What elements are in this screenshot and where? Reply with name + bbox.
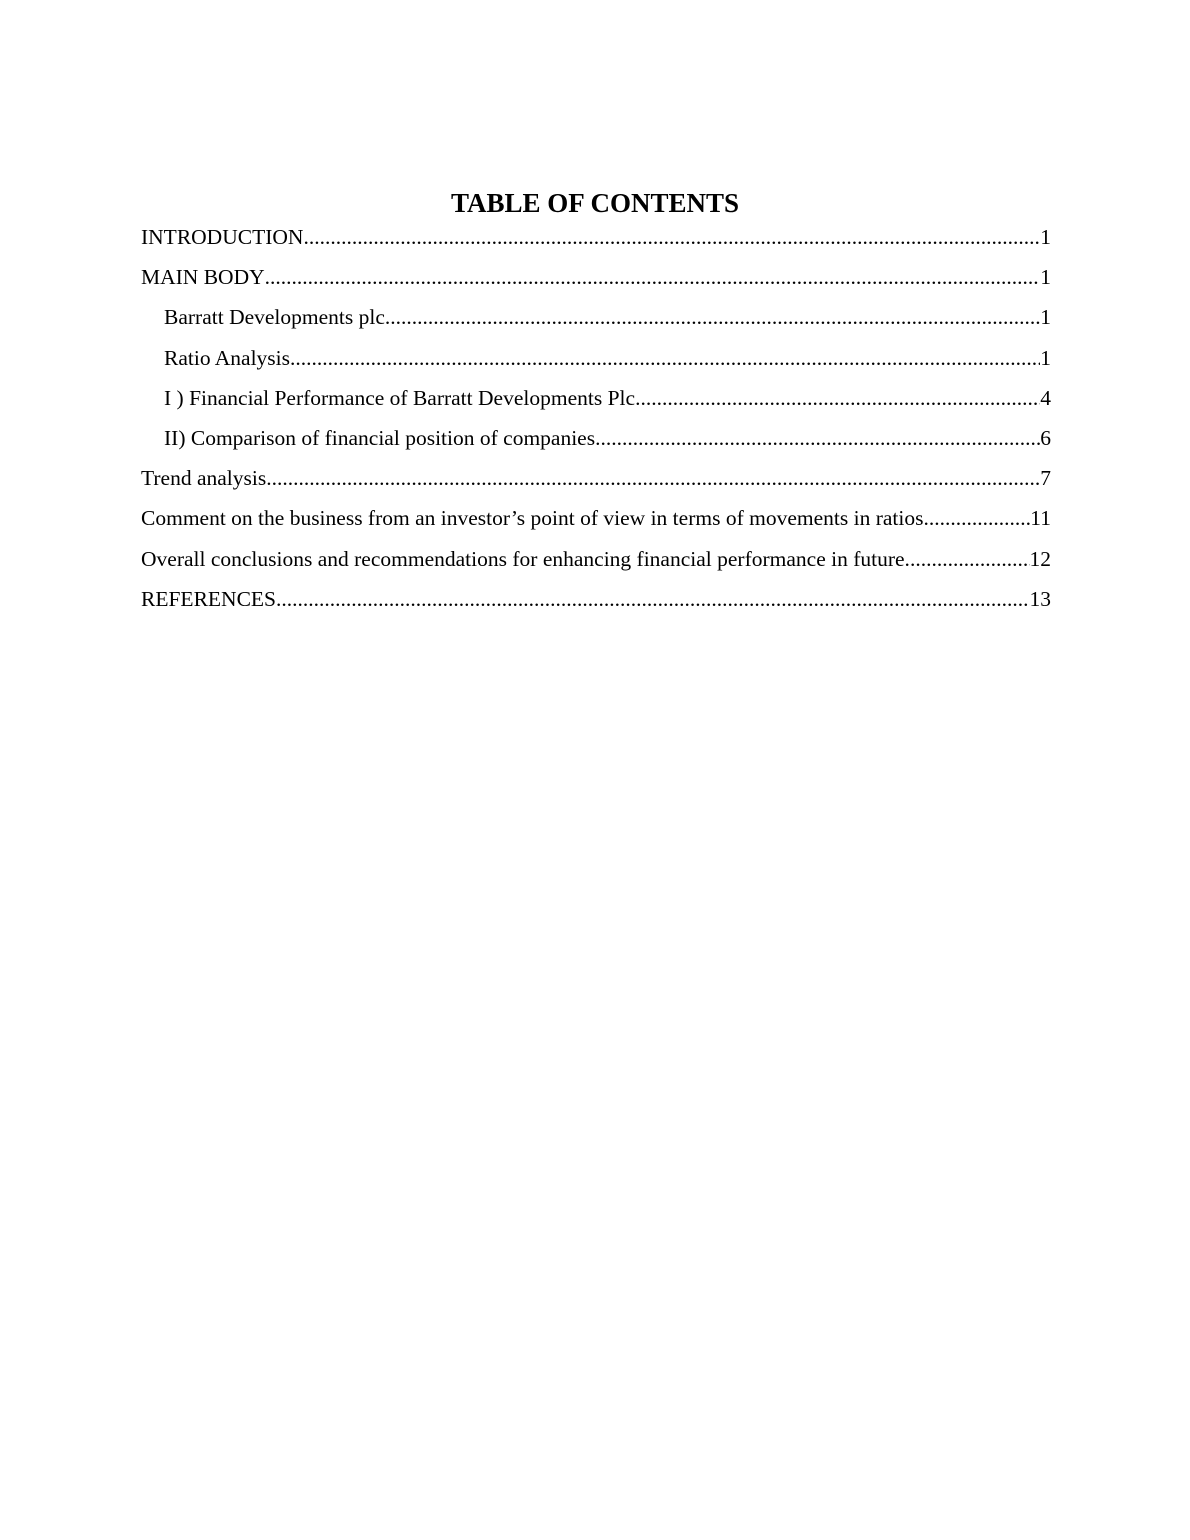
toc-page-number: 4 (1040, 385, 1051, 410)
toc-page-number: 1 (1040, 305, 1051, 330)
toc-entry-text: Trend analysis (141, 466, 267, 491)
toc-page-number: 1 (1040, 345, 1051, 370)
toc-dot-leader (290, 342, 1040, 374)
toc-entry-financial-performance[interactable] (141, 382, 1051, 422)
toc-entry-barratt-developments[interactable] (141, 301, 1051, 341)
toc-entry-text: Overall conclusions and recommendations for enhancing financial performance in future. (141, 546, 910, 571)
toc-entry-text: Barratt Developments plc (164, 305, 385, 330)
toc-entry-text: MAIN BODY (141, 265, 265, 290)
toc-entry-comparison-financial-position[interactable] (141, 422, 1051, 462)
toc-list (141, 221, 1051, 623)
toc-title: TABLE OF CONTENTS (450, 188, 740, 218)
toc-dot-leader (595, 422, 1040, 454)
toc-page-number: 6 (1040, 425, 1051, 450)
toc-dot-leader (266, 462, 1040, 494)
toc-entry-main-body[interactable] (141, 261, 1051, 301)
toc-page-number: 13 (1029, 586, 1051, 611)
toc-entry-text: REFERENCES (141, 586, 276, 611)
toc-page-number: 1 (1040, 225, 1051, 249)
toc-entry-overall-conclusions[interactable] (141, 543, 1051, 583)
toc-dot-leader (635, 382, 1040, 414)
toc-entry-investor-comment[interactable] (141, 502, 1051, 542)
toc-dot-leader (276, 583, 1030, 615)
toc-dot-leader (923, 502, 1030, 534)
toc-entry-references[interactable] (141, 583, 1051, 623)
toc-page-number: 1 (1040, 265, 1051, 290)
toc-dot-leader (303, 221, 1040, 253)
toc-page-number: 12 (1029, 546, 1051, 571)
toc-entry-text: Ratio Analysis (164, 345, 291, 370)
toc-dot-leader (910, 543, 1030, 575)
toc-entry-text: INTRODUCTION (141, 225, 304, 249)
toc-page-number: 7 (1040, 466, 1051, 491)
toc-entry-text: I ) Financial Performance of Barratt Developments Plc (164, 385, 636, 410)
toc-entry-text: II) Comparison of financial position of companies (164, 425, 596, 450)
toc-dot-leader (265, 261, 1041, 293)
toc-dot-leader (385, 301, 1040, 333)
toc-entry-trend-analysis[interactable] (141, 462, 1051, 502)
toc-entry-introduction[interactable] (141, 221, 1051, 261)
toc-entry-text: Comment on the business from an investor’s point of view in terms of movements in ratios (141, 506, 924, 531)
toc-page-number: 11 (1030, 506, 1051, 531)
toc-entry-ratio-analysis[interactable] (141, 342, 1051, 382)
